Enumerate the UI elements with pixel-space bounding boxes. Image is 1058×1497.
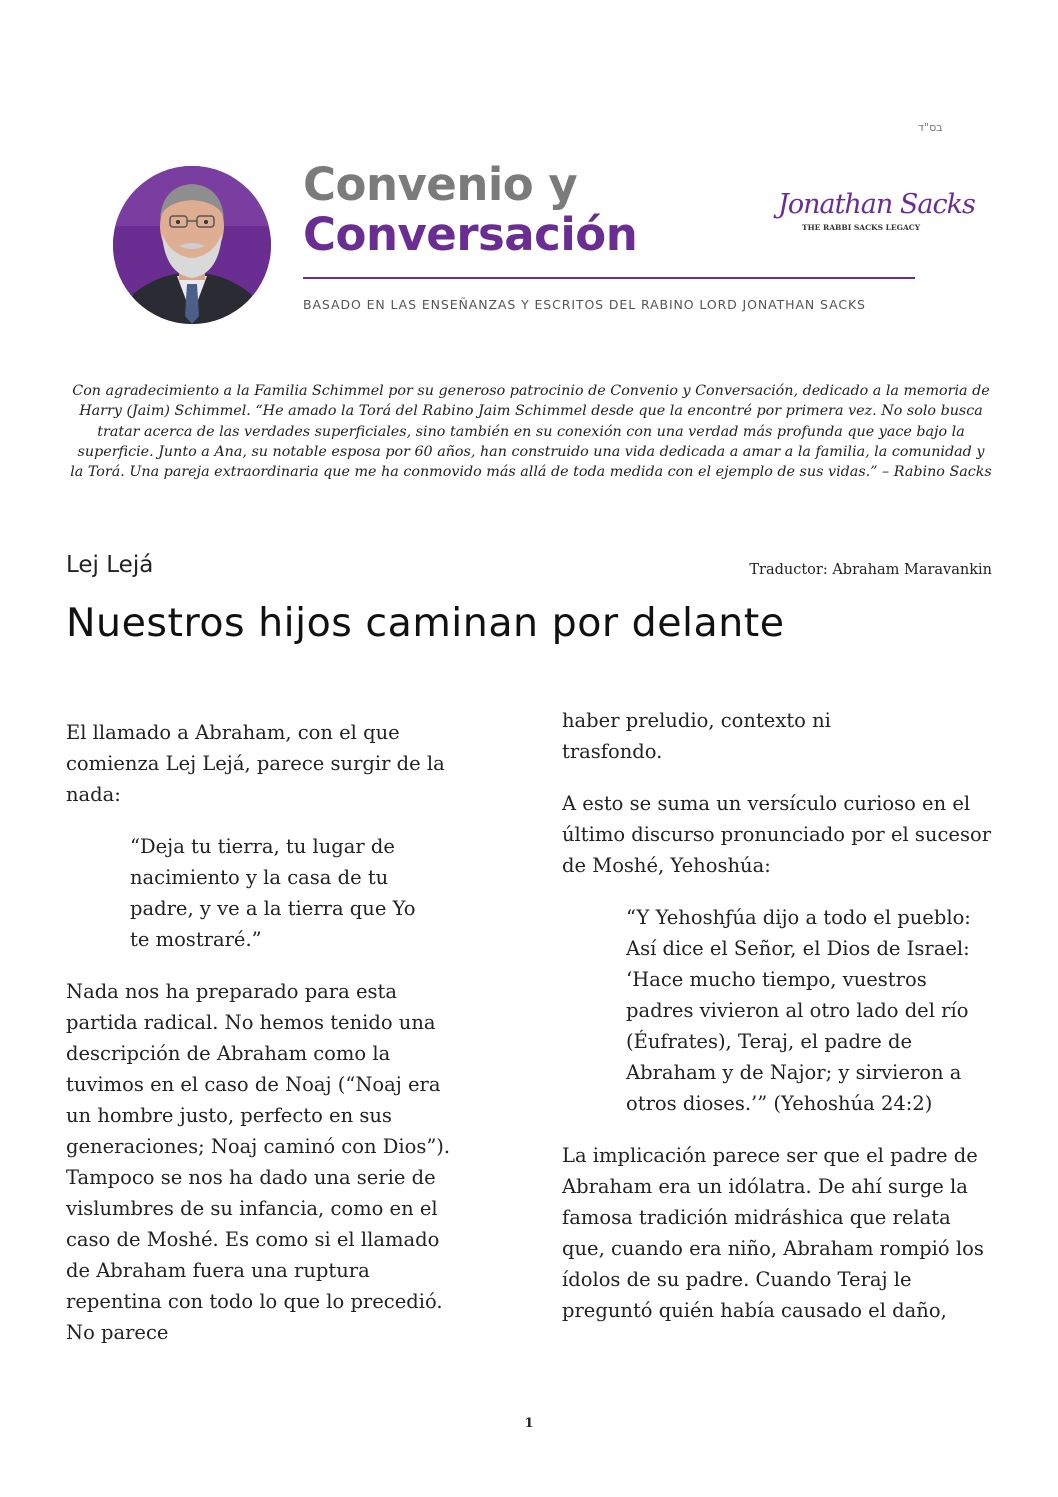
- paragraph: A esto se suma un versículo curioso en el último discurso pronunciado por el sucesor de Moshé, Yehoshúa:: [562, 792, 992, 877]
- signature-subtitle: THE RABBI SACKS LEGACY: [802, 223, 921, 232]
- header-subtitle: BASADO EN LAS ENSEÑANZAS Y ESCRITOS DEL RABINO LORD JONATHAN SACKS: [303, 297, 866, 312]
- portrait-illustration: [113, 166, 271, 324]
- paragraph: haber preludio, contexto ni trasfondo.: [562, 709, 831, 763]
- publication-title: [303, 160, 637, 260]
- author-portrait: [113, 166, 271, 324]
- signature-logo: [776, 189, 975, 240]
- paragraph: La implicación parece ser que el padre de Abraham era un idólatra. De ahí surge la famosa tradición midráshica que relata que, cuando era niño, Abraham rompió los ídolos de su padre. Cuando Teraj le preguntó quién había causado el daño,: [562, 1144, 984, 1322]
- header-divider: [303, 277, 915, 279]
- article-title: Nuestros hijos caminan por delante: [66, 600, 785, 646]
- paragraph: El llamado a Abraham, con el que comienza Lej Lejá, parece surgir de la nada:: [66, 721, 445, 806]
- signature-script: Jonathan Sacks: [778, 189, 975, 220]
- page-number: 1: [524, 1416, 534, 1431]
- block-quote: “Deja tu tierra, tu lugar de nacimiento y la casa de tu padre, y ve a la tierra que Yo te mostraré.”: [130, 835, 416, 951]
- hebrew-mark: בס"ד: [918, 121, 943, 134]
- block-quote: “Y Yehoshƒúa dijo a todo el pueblo: Así dice el Señor, el Dios de Israel: ‘Hace mucho tiempo, vuestros padres vivieron al otro lado del río (Éufrates), Teraj, el padre de Abraham y de Najor; y sirvieron a otros dioses.’” (Yehoshúa 24:2): [626, 906, 971, 1115]
- right-column: [562, 705, 1002, 1326]
- dedication-text: Con agradecimiento a la Familia Schimmel por su generoso patrocinio de Convenio y Conversación, dedicado a la memoria de Harry (Jaim) Schimmel. “He amado la Torá del Rabino Jaim Schimmel desde que la encontré por primera vez. No solo busca tratar acerca de las verdades superficiales, sino también en su conexión con una verdad más profunda que yace bajo la superficie. Junto a Ana, su notable esposa por 60 años, han construido una vida dedicada a amar a la familia, la comunidad y la Torá. Una pareja extraordinaria que me ha conmovido más allá de toda medida con el ejemplo de sus vidas.” – Rabino Sacks: [70, 383, 992, 481]
- translator-credit: Traductor: Abraham Maravankin: [749, 562, 992, 578]
- left-column: [66, 717, 466, 1348]
- paragraph: Nada nos ha preparado para esta partida radical. No hemos tenido una descripción de Abraham como la tuvimos en el caso de Noaj (“Noaj era un hombre justo, perfecto en sus generaciones; Noaj caminó con Dios”). Tampoco se nos ha dado una serie de vislumbres de su infancia, como en el caso de Moshé. Es como si el llamado de Abraham fuera una ruptura repentina con todo lo que lo precedió. No parece: [66, 980, 451, 1344]
- title-line-2: Conversación: [303, 208, 638, 261]
- parasha-name: Lej Lejá: [66, 552, 154, 578]
- title-line-1: Convenio y: [303, 158, 578, 211]
